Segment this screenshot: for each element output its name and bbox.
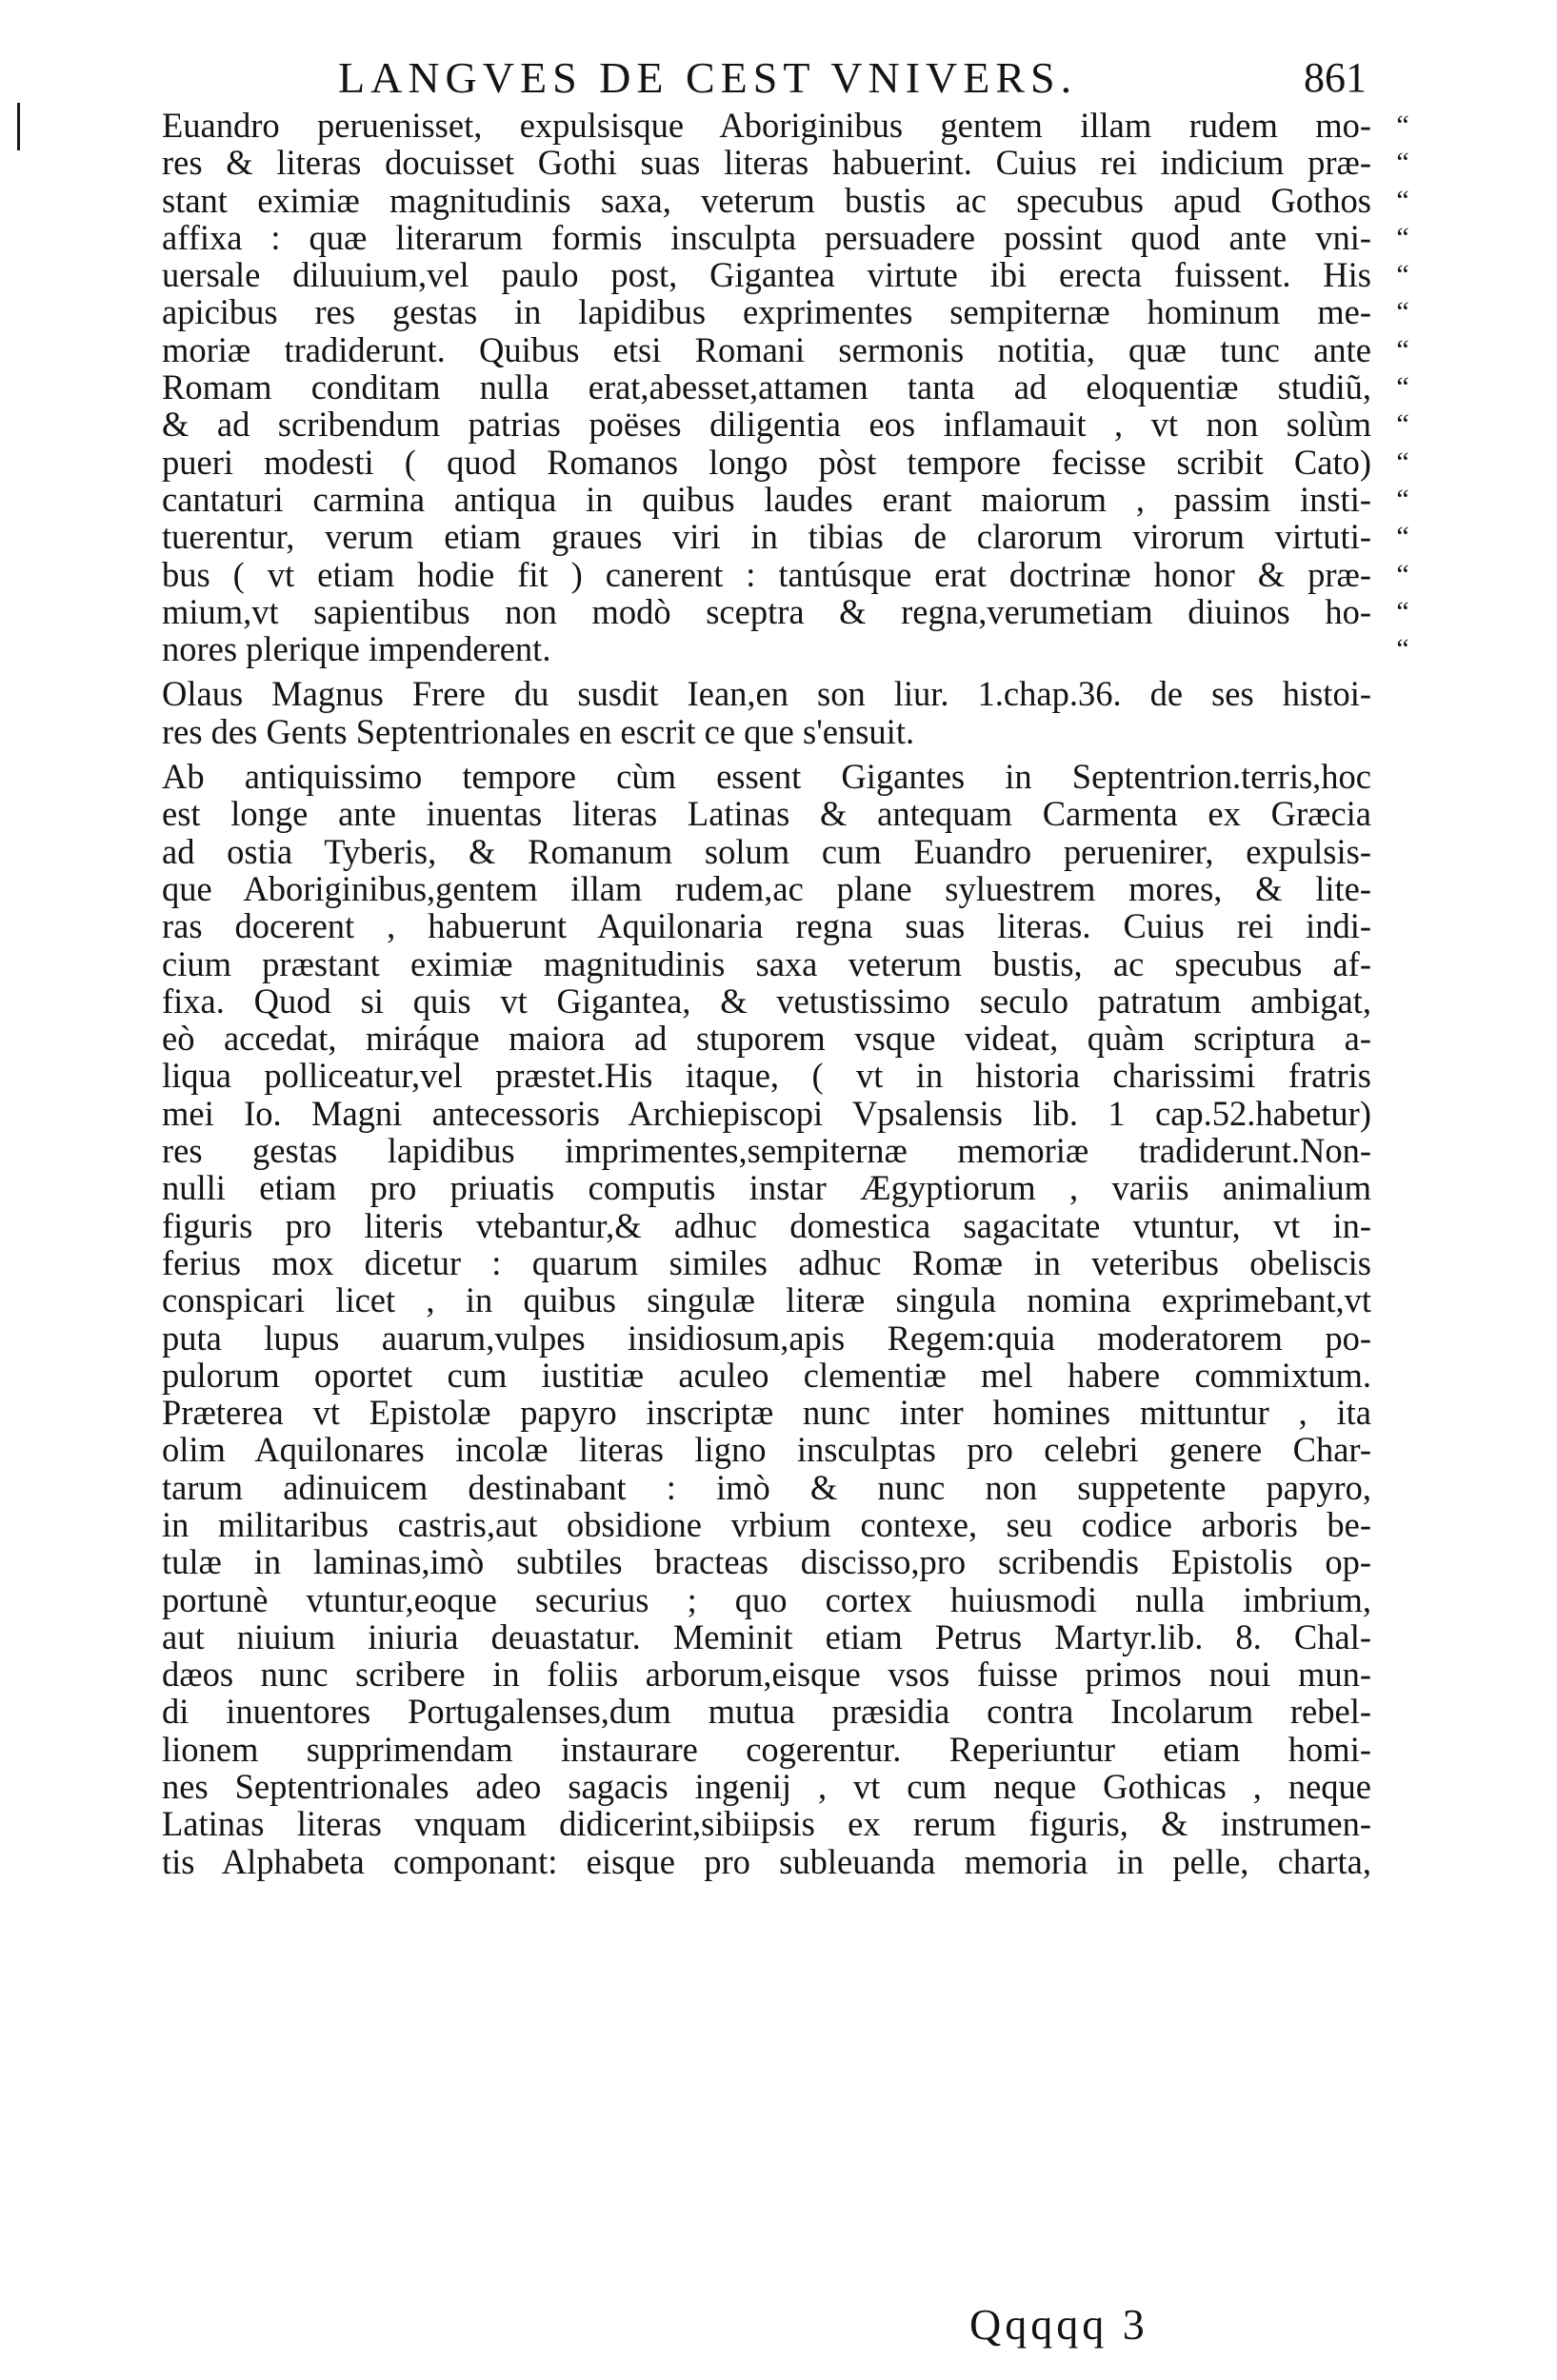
text-line	[162, 1731, 1371, 1768]
text-line	[162, 795, 1371, 832]
text-line-content: pueri modesti ( quod Romanos longo pòst tempore fecisse scribit Cato)	[162, 442, 1371, 482]
text-line	[162, 1656, 1371, 1693]
page-number: 861	[1304, 54, 1367, 101]
text-line-content: pulorum oportet cum iustitiæ aculeo clementiæ mel habere commixtum.	[162, 1355, 1371, 1395]
text-line	[162, 255, 1409, 295]
text-line	[162, 1805, 1371, 1842]
text-line	[162, 1207, 1371, 1244]
text-line	[162, 1319, 1371, 1357]
text-line-content: bus ( vt etiam hodie fit ) canerent : tantúsque erat doctrinæ honor & præ-	[162, 554, 1371, 594]
text-line-content: ad ostia Tyberis, & Romanum solum cum Euandro peruenirer, expulsis-	[162, 831, 1371, 871]
text-line-content: Præterea vt Epistolæ papyro inscriptæ nunc inter homines mittuntur , ita	[162, 1393, 1371, 1433]
text-line	[162, 292, 1409, 332]
text-line-content: tuerentur, verum etiam graues viri in tibias de clarorum virorum virtuti-	[162, 517, 1371, 557]
text-line	[162, 1543, 1371, 1580]
running-title: LANGVES DE CEST VNIVERS.	[338, 53, 1078, 102]
text-line	[162, 479, 1409, 519]
quotation-mark: “	[1396, 221, 1409, 253]
text-line	[162, 329, 1409, 369]
text-line	[162, 405, 1409, 445]
text-line	[162, 1095, 1371, 1132]
text-line	[162, 982, 1371, 1020]
text-line	[162, 143, 1409, 183]
quotation-mark: “	[1396, 109, 1409, 141]
body-text	[162, 106, 1409, 1881]
text-line-content: figuris pro literis vtebantur,& adhuc domestica sagacitate vtuntur, vt in-	[162, 1205, 1371, 1245]
text-line	[162, 1020, 1371, 1057]
text-line-content: liqua polliceatur,vel præstet.His itaque, ( vt in historia charissimi fratris	[162, 1056, 1371, 1096]
text-line	[162, 1281, 1371, 1319]
text-line	[162, 1357, 1371, 1394]
quotation-mark: “	[1396, 184, 1409, 216]
text-line	[162, 1581, 1371, 1618]
quotation-mark: “	[1396, 558, 1409, 590]
quotation-mark: “	[1396, 371, 1409, 404]
text-line	[162, 758, 1371, 795]
text-line-content: Romam conditam nulla erat,abesset,attamen tanta ad eloquentiæ studiũ,	[162, 367, 1371, 407]
text-line-content: Ab antiquissimo tempore cùm essent Gigantes in Septentrion.terris,hoc	[162, 757, 1371, 797]
text-line-content: cantaturi carmina antiqua in quibus laudes erant maiorum , passim insti-	[162, 479, 1371, 519]
text-line	[162, 1057, 1371, 1094]
text-line	[162, 833, 1371, 870]
text-line-content: fixa. Quod si quis vt Gigantea, & vetustissimo seculo patratum ambigat,	[162, 981, 1371, 1021]
text-line	[162, 1469, 1371, 1506]
text-line	[162, 1506, 1371, 1543]
text-line-content: mei Io. Magni antecessoris Archiepiscopi Vpsalensis lib. 1 cap.52.habetur)	[162, 1093, 1371, 1133]
text-line-content: tarum adinuicem destinabant : imò & nunc non suppetente papyro,	[162, 1467, 1371, 1507]
text-line	[162, 554, 1409, 594]
text-line-content: moriæ tradiderunt. Quibus etsi Romani sermonis notitia, quæ tunc ante	[162, 329, 1371, 369]
text-line	[162, 180, 1409, 220]
text-line	[162, 713, 1371, 750]
text-line-content: est longe ante inuentas literas Latinas & antequam Carmenta ex Græcia	[162, 794, 1371, 834]
text-line-content: Latinas literas vnquam didicerint,sibiipsis ex rerum figuris, & instrumen-	[162, 1804, 1371, 1844]
page-header	[167, 50, 1367, 107]
margin-rule	[17, 103, 20, 150]
quotation-mark: “	[1396, 296, 1409, 328]
text-line-content: res gestas lapidibus imprimentes,sempiternæ memoriæ tradiderunt.Non-	[162, 1131, 1371, 1171]
text-line	[162, 217, 1409, 257]
text-line	[162, 517, 1409, 557]
quotation-mark: “	[1396, 483, 1409, 515]
text-line-content: Olaus Magnus Frere du susdit Iean,en son liur. 1.chap.36. de ses histoi-	[162, 674, 1371, 714]
text-line	[162, 1693, 1371, 1730]
text-line	[162, 1843, 1371, 1880]
text-line-content: dæos nunc scribere in foliis arborum,eisque vsos fuisse primos noui mun-	[162, 1655, 1371, 1695]
text-line-content: ferius mox dicetur : quarum similes adhuc Romæ in veteribus obeliscis	[162, 1242, 1371, 1282]
text-line-content: conspicari licet , in quibus singulæ literæ singula nomina exprimebant,vt	[162, 1280, 1371, 1320]
text-line-content: cium præstant eximiæ magnitudinis saxa veterum bustis, ac specubus af-	[162, 943, 1371, 983]
text-line	[162, 675, 1371, 712]
text-line-content: di inuentores Portugalenses,dum mutua præsidia contra Incolarum rebel-	[162, 1692, 1371, 1732]
text-line-content: que Aboriginibus,gentem illam rudem,ac plane syluestrem mores, & lite-	[162, 868, 1371, 908]
text-line-content: & ad scribendum patrias poëses diligentia eos inflamauit , vt non solùm	[162, 405, 1371, 445]
text-line-content: affixa : quæ literarum formis insculpta persuadere possint quod ante vni-	[162, 217, 1371, 257]
quotation-mark: “	[1396, 446, 1409, 478]
text-line-content: Euandro peruenisset, expulsisque Aboriginibus gentem illam rudem mo-	[162, 106, 1371, 145]
text-line	[162, 907, 1371, 944]
text-line	[162, 870, 1371, 907]
text-line	[162, 1431, 1371, 1468]
quotation-mark: “	[1396, 633, 1409, 665]
text-line-content: olim Aquilonares incolæ literas ligno insculptas pro celebri genere Char-	[162, 1430, 1371, 1470]
quotation-mark: “	[1396, 408, 1409, 441]
text-line	[162, 1618, 1371, 1656]
text-line-content: eò accedat, miráque maiora ad stuporem vsque videat, quàm scriptura a-	[162, 1019, 1371, 1059]
text-line	[162, 591, 1409, 631]
text-line-content: res & literas docuisset Gothi suas literas habuerint. Cuius rei indicium præ-	[162, 143, 1371, 183]
text-line-content: nulli etiam pro priuatis computis instar Ægyptiorum , variis animalium	[162, 1168, 1371, 1208]
text-line-content: aut niuium iniuria deuastatur. Meminit etiam Petrus Martyr.lib. 8. Chal-	[162, 1616, 1371, 1656]
text-line	[162, 1244, 1371, 1281]
quotation-mark: “	[1396, 259, 1409, 291]
text-line-content: tulæ in laminas,imò subtiles bracteas discisso,pro scribendis Epistolis op-	[162, 1542, 1371, 1582]
text-line	[162, 106, 1409, 145]
text-line	[162, 629, 1409, 669]
text-line-content: nores plerique impenderent.	[162, 629, 551, 669]
text-line-content: apicibus res gestas in lapidibus exprimentes sempiternæ hominum me-	[162, 292, 1371, 332]
quotation-mark: “	[1396, 333, 1409, 366]
text-line-content: stant eximiæ magnitudinis saxa, veterum bustis ac specubus apud Gothos	[162, 180, 1371, 220]
text-line-content: portunè vtuntur,eoque securius ; quo cortex huiusmodi nulla imbrium,	[162, 1579, 1371, 1619]
quotation-mark: “	[1396, 595, 1409, 627]
text-line-content: tis Alphabeta componant: eisque pro subleuanda memoria in pelle, charta,	[162, 1841, 1371, 1881]
text-line-content: uersale diluuium,vel paulo post, Gigantea virtute ibi erecta fuissent. His	[162, 255, 1371, 295]
quotation-mark: “	[1396, 521, 1409, 553]
text-line-content: mium,vt sapientibus non modò sceptra & regna,verumetiam diuinos ho-	[162, 591, 1371, 631]
text-line-content: in militaribus castris,aut obsidione vrbium contexe, seu codice arboris be-	[162, 1504, 1371, 1544]
text-line-content: lionem supprimendam instaurare cogerentur. Reperiuntur etiam homi-	[162, 1729, 1371, 1769]
text-line	[162, 442, 1409, 482]
quotation-mark: “	[1396, 147, 1409, 179]
text-line-content: res des Gents Septentrionales en escrit ce que s'ensuit.	[162, 711, 915, 751]
text-line-content: ras docerent , habuerunt Aquilonaria regna suas literas. Cuius rei indi-	[162, 906, 1371, 946]
signature-mark: Qqqqq 3	[969, 2300, 1148, 2349]
text-line	[162, 1394, 1371, 1431]
text-line-content: nes Septentrionales adeo sagacis ingenij , vt cum neque Gothicas , neque	[162, 1767, 1371, 1807]
text-line	[162, 1169, 1371, 1206]
text-line	[162, 945, 1371, 982]
text-line-content: puta lupus auarum,vulpes insidiosum,apis Regem:quia moderatorem po-	[162, 1318, 1371, 1358]
text-line	[162, 1132, 1371, 1169]
text-line	[162, 1768, 1371, 1805]
text-line	[162, 367, 1409, 407]
